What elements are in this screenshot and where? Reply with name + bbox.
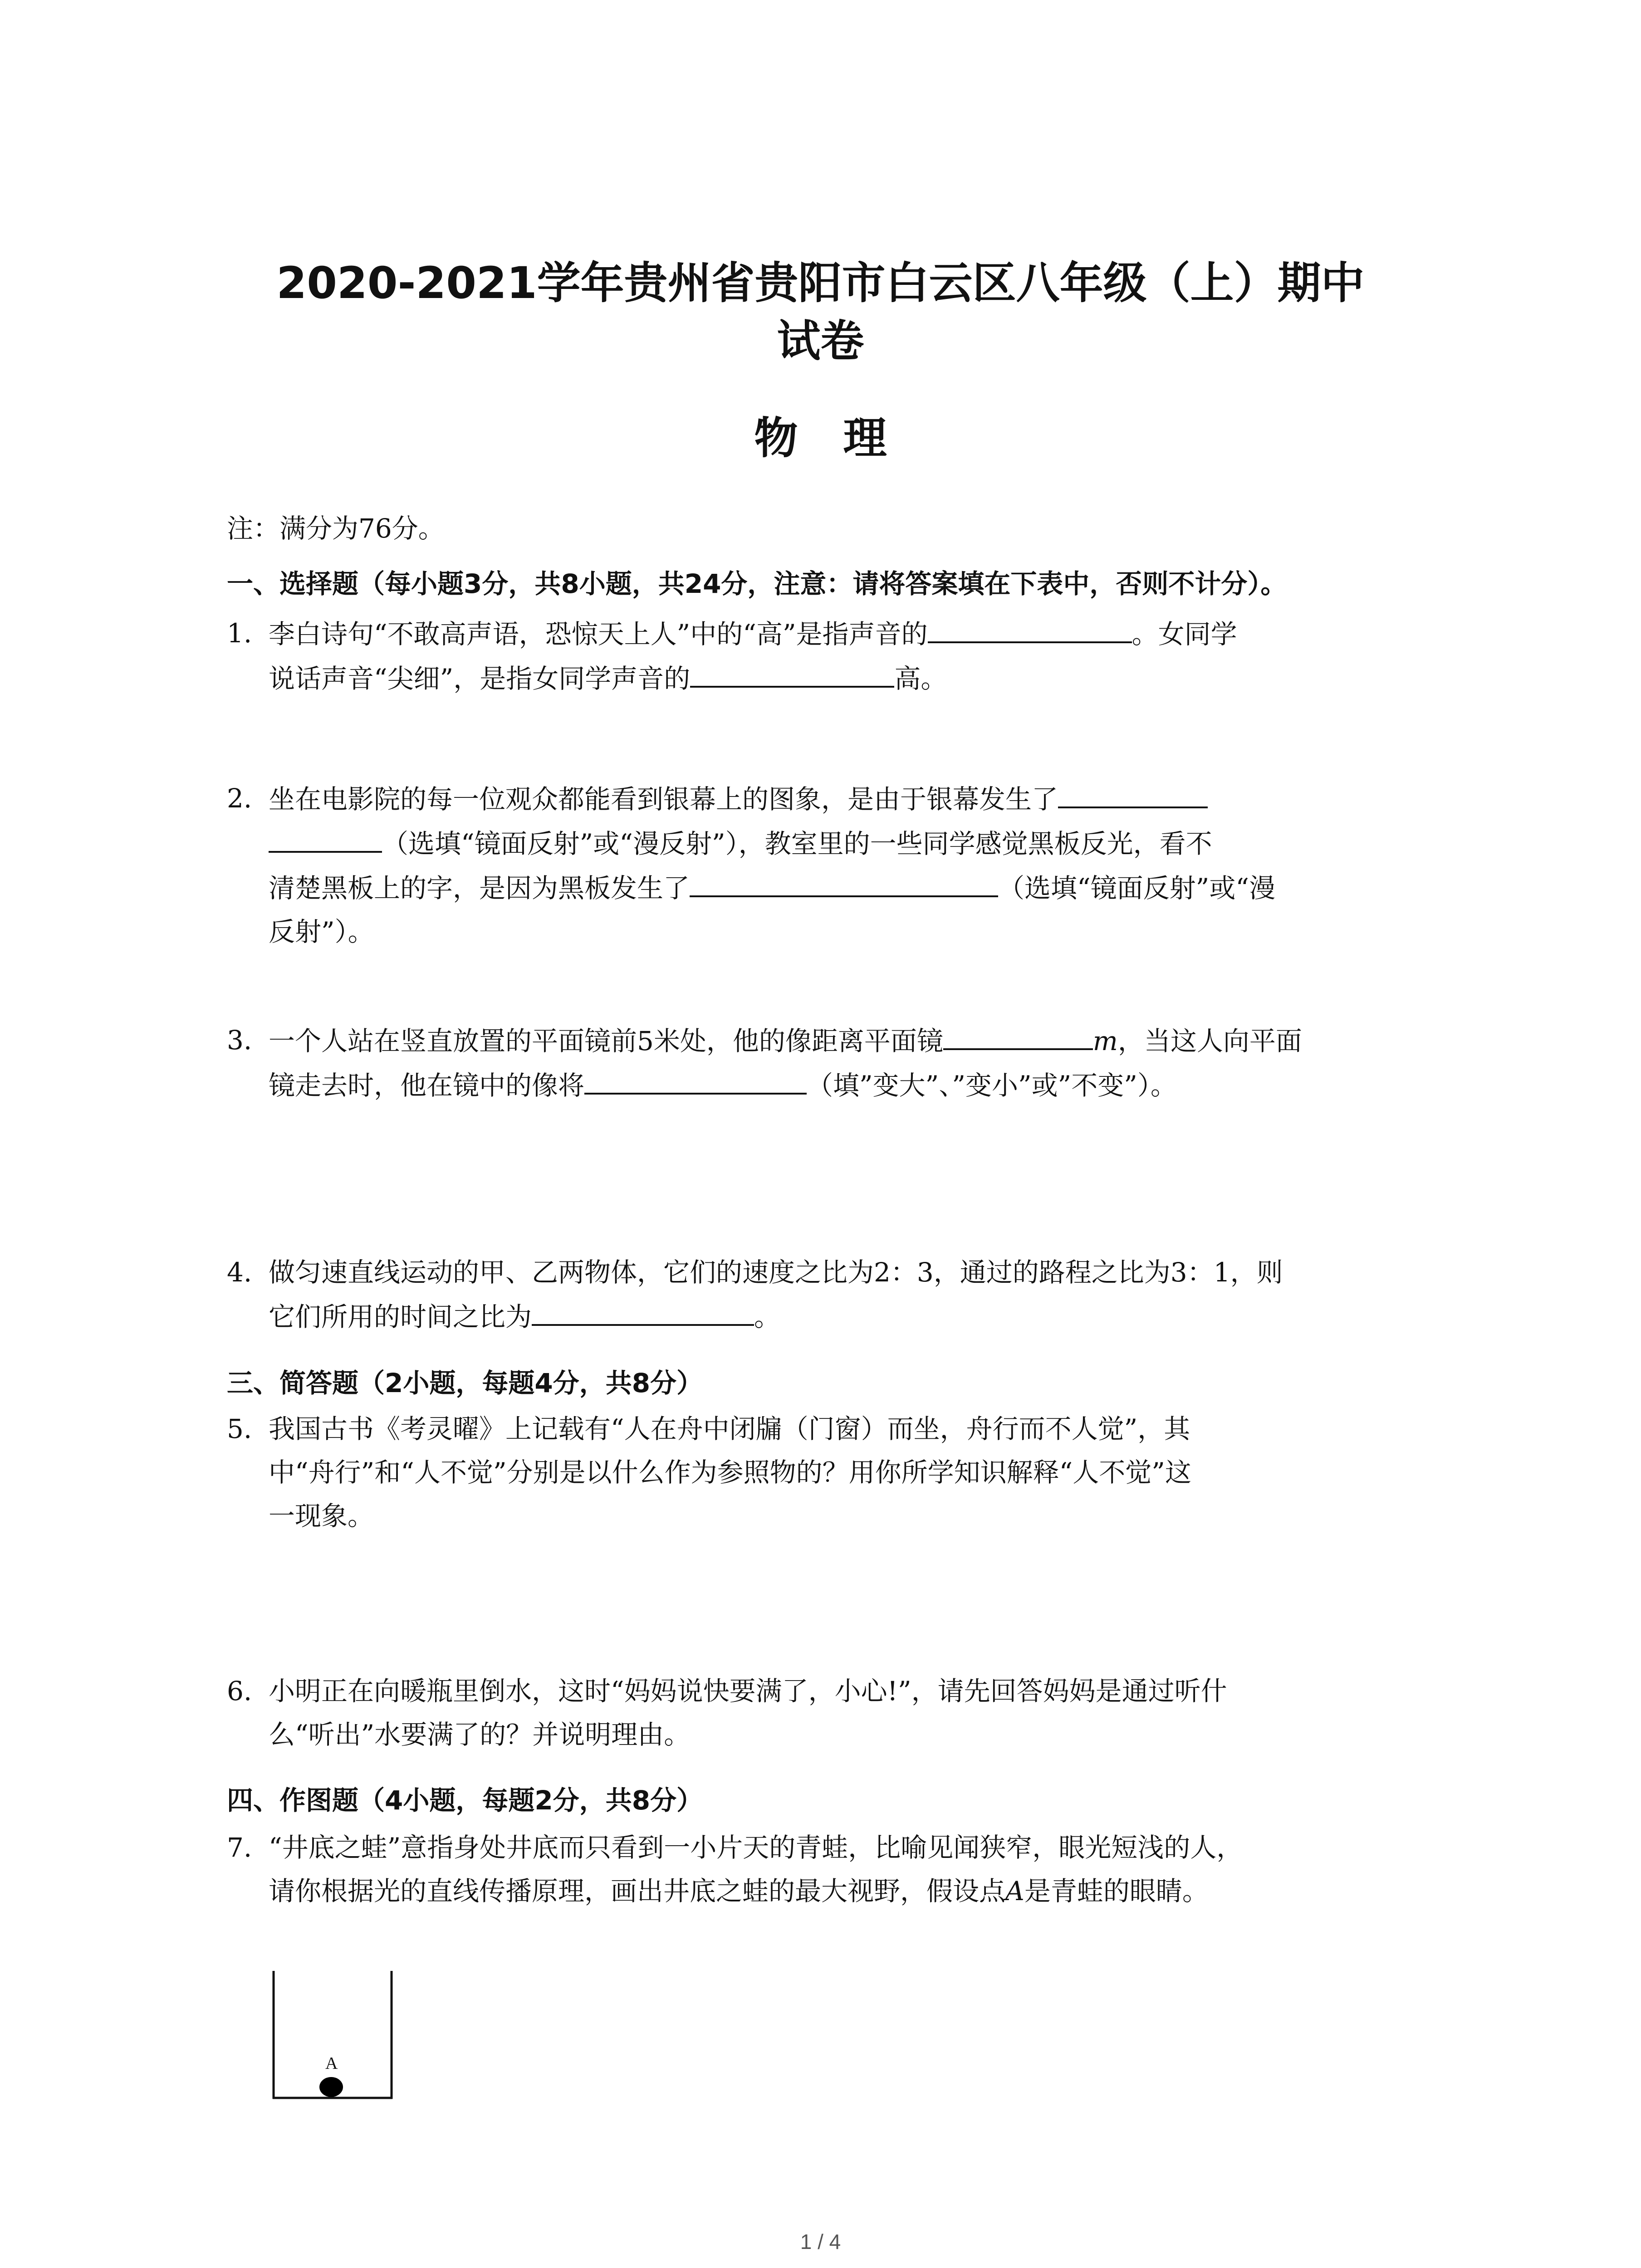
question-3 bbox=[227, 1018, 1452, 1107]
answer-blank[interactable] bbox=[1058, 777, 1208, 808]
question-text: 李白诗句“不敢高声语，恐惊天上人”中的“高”是指声音的 bbox=[269, 619, 928, 650]
question-number: 7. bbox=[227, 1832, 252, 1863]
question-text: 高。 bbox=[894, 663, 947, 694]
answer-blank[interactable] bbox=[584, 1063, 807, 1095]
answer-blank-continued[interactable] bbox=[269, 821, 382, 853]
answer-blank[interactable] bbox=[943, 1018, 1093, 1050]
question-text: 镜走去时，他在镜中的像将 bbox=[269, 1070, 585, 1101]
question-number: 5. bbox=[227, 1413, 252, 1444]
question-text: （选填“镜面反射”或“漫反射”），教室里的一些同学感觉黑板反光，看不 bbox=[382, 828, 1212, 859]
question-text: ，当这人向平面 bbox=[1117, 1026, 1302, 1056]
section-heading-short-answer: 三、简答题（2小题，每题4分，共8分） bbox=[227, 1368, 703, 1398]
unit-symbol: m bbox=[1092, 1026, 1118, 1056]
question-number: 6. bbox=[227, 1676, 252, 1706]
question-2 bbox=[227, 777, 1452, 953]
question-text: （填”变大”、”变小”或”不变”）。 bbox=[807, 1070, 1177, 1101]
section-heading-choice: 一、选择题（每小题3分，共8小题，共24分，注意：请将答案填在下表中，否则不计分）。 bbox=[227, 568, 1287, 599]
question-text: 。 bbox=[754, 1301, 781, 1332]
question-4 bbox=[227, 1251, 1452, 1339]
title-line-2: 试卷 bbox=[777, 316, 864, 367]
question-text: 中“舟行”和“人不觉”分别是以什么作为参照物的？用你所学知识解释“人不觉”这 bbox=[269, 1457, 1191, 1488]
well-frog-figure[interactable] bbox=[270, 1971, 397, 2102]
question-text: 反射”）。 bbox=[269, 916, 374, 947]
question-text: 。女同学 bbox=[1132, 619, 1237, 650]
question-text: （选填“镜面反射”或“漫 bbox=[998, 873, 1275, 904]
question-number: 4. bbox=[227, 1257, 252, 1288]
answer-blank[interactable] bbox=[928, 611, 1132, 643]
question-number: 3. bbox=[227, 1025, 252, 1056]
question-text: 么“听出”水要满了的？并说明理由。 bbox=[269, 1719, 691, 1750]
point-a-label: A bbox=[325, 2054, 338, 2073]
answer-blank[interactable] bbox=[532, 1294, 754, 1326]
score-note: 注：满分为76分。 bbox=[227, 513, 445, 544]
page-number: 1 / 4 bbox=[800, 2230, 841, 2253]
section-heading-drawing: 四、作图题（4小题，每题2分，共8分） bbox=[227, 1785, 703, 1816]
point-variable: A bbox=[1005, 1876, 1024, 1906]
question-number: 1. bbox=[227, 618, 252, 649]
question-1 bbox=[227, 611, 1452, 700]
answer-blank[interactable] bbox=[690, 656, 894, 688]
well-diagram bbox=[270, 1971, 397, 2102]
question-text: 我国古书《考灵曜》上记载有“人在舟中闭牖（门窗）而坐，舟行而不人觉”，其 bbox=[269, 1413, 1190, 1444]
page-title bbox=[0, 254, 1641, 370]
question-6 bbox=[227, 1669, 1452, 1756]
subject-heading: 物理 bbox=[754, 413, 932, 464]
question-text: 请你根据光的直线传播原理，画出井底之蛙的最大视野，假设点 bbox=[269, 1876, 1006, 1906]
question-text: 是青蛙的眼睛。 bbox=[1024, 1876, 1209, 1906]
answer-blank[interactable] bbox=[690, 865, 998, 897]
question-text: 小明正在向暖瓶里倒水，这时“妈妈说快要满了，小心!”，请先回答妈妈是通过听什 bbox=[269, 1676, 1227, 1706]
question-5 bbox=[227, 1407, 1452, 1538]
question-text: 说话声音“尖细”，是指女同学声音的 bbox=[269, 663, 691, 694]
question-text: 做匀速直线运动的甲、乙两物体，它们的速度之比为2：3，通过的路程之比为3：1，则 bbox=[269, 1257, 1283, 1288]
question-text: “井底之蛙”意指身处井底而只看到一小片天的青蛙，比喻见闻狭窄，眼光短浅的人， bbox=[269, 1832, 1243, 1863]
question-text: 坐在电影院的每一位观众都能看到银幕上的图象，是由于银幕发生了 bbox=[269, 784, 1058, 815]
question-text: 一现象。 bbox=[269, 1501, 374, 1531]
question-7 bbox=[227, 1826, 1452, 1913]
question-text: 清楚黑板上的字，是因为黑板发生了 bbox=[269, 873, 690, 904]
question-number: 2. bbox=[227, 783, 252, 814]
title-line-1: 2020-2021学年贵州省贵阳市白云区八年级（上）期中 bbox=[276, 258, 1365, 308]
question-text: 它们所用的时间之比为 bbox=[269, 1301, 532, 1332]
question-text: 一个人站在竖直放置的平面镜前5米处，他的像距离平面镜 bbox=[269, 1026, 943, 1056]
frog-eye-point bbox=[319, 2077, 343, 2097]
